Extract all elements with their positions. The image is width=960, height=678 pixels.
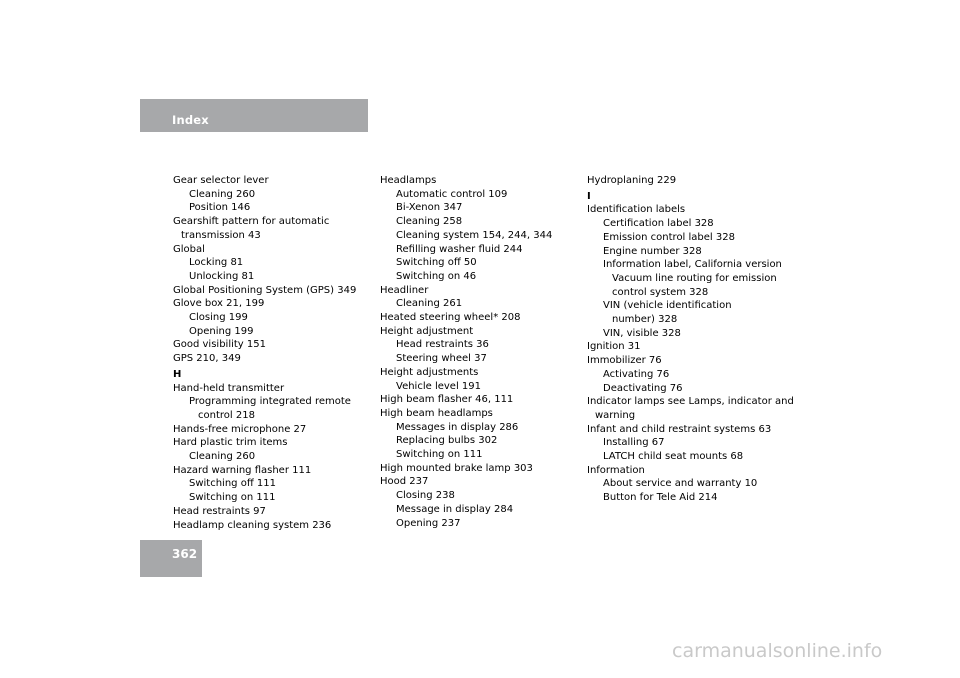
index-entry: Infant and child restraint systems 63	[587, 423, 772, 435]
index-subentry: Refilling washer fluid 244	[396, 243, 523, 255]
index-subentry: warning	[595, 409, 636, 421]
index-entry: Headliner	[380, 284, 429, 296]
index-entry: High mounted brake lamp 303	[380, 462, 533, 474]
index-entry: Gear selector lever	[173, 175, 269, 186]
index-subentry: Information label, California version	[603, 259, 782, 271]
index-subentry: Cleaning 261	[396, 298, 463, 310]
index-entry: Height adjustment	[380, 325, 474, 337]
index-subentry: Certification label 328	[603, 218, 714, 230]
header-bar	[140, 99, 368, 132]
index-subentry: Opening 199	[189, 325, 254, 337]
index-subentry: Switching on 111	[396, 449, 483, 461]
index-subentry: Opening 237	[396, 517, 461, 529]
index-subentry: Activating 76	[603, 368, 670, 380]
index-subentry: Closing 199	[189, 312, 248, 324]
index-column-1	[173, 174, 383, 532]
index-subentry: control 218	[198, 409, 255, 421]
section-letter: I	[587, 190, 591, 202]
index-subentry: Cleaning system 154, 244, 344	[396, 229, 553, 241]
index-subentry: Switching on 111	[189, 492, 276, 504]
index-entry: Gearshift pattern for automatic	[173, 216, 330, 228]
index-subentry: Closing 238	[396, 490, 455, 502]
index-entry: Immobilizer 76	[587, 355, 662, 367]
index-entry: Global Positioning System (GPS) 349	[173, 284, 357, 296]
index-entry: Hands-free microphone 27	[173, 423, 307, 435]
index-entry: Height adjustments	[380, 366, 479, 378]
index-subentry: Switching off 111	[189, 478, 276, 490]
index-entry: Heated steering wheel* 208	[380, 312, 521, 324]
index-column-2	[380, 174, 590, 530]
index-entry: Indicator lamps see Lamps, indicator and	[587, 396, 794, 408]
index-subentry: Vehicle level 191	[396, 380, 481, 392]
index-entry: High beam flasher 46, 111	[380, 394, 514, 406]
index-entry: Global	[173, 243, 205, 255]
index-entry: Identification labels	[587, 204, 686, 216]
index-subentry: Message in display 284	[396, 503, 514, 515]
index-subentry: VIN, visible 328	[603, 327, 681, 339]
index-subentry: Cleaning 258	[396, 216, 463, 228]
index-entry: Headlamp cleaning system 236	[173, 519, 332, 531]
index-subentry: Emission control label 328	[603, 231, 735, 243]
index-entry: Information	[587, 464, 645, 476]
index-subentry: Locking 81	[189, 257, 244, 269]
index-entry: High beam headlamps	[380, 407, 493, 419]
index-subentry: Vacuum line routing for emission	[612, 272, 777, 284]
index-entry: Headlamps	[380, 175, 437, 186]
index-subentry: Bi-Xenon 347	[396, 202, 463, 214]
index-entry: Hydroplaning 229	[587, 175, 677, 186]
index-entry: Hazard warning flasher 111	[173, 464, 312, 476]
index-subentry: Switching off 50	[396, 257, 477, 269]
index-subentry: About service and warranty 10	[603, 478, 758, 490]
index-subentry: transmission 43	[181, 229, 261, 241]
index-entry: Hand-held transmitter	[173, 382, 285, 394]
index-subentry: VIN (vehicle identification	[603, 300, 732, 312]
index-subentry: Steering wheel 37	[396, 353, 487, 365]
index-subentry: Replacing bulbs 302	[396, 435, 498, 447]
index-entry: Hood 237	[380, 476, 429, 488]
index-entry: Glove box 21, 199	[173, 298, 265, 310]
index-subentry: Button for Tele Aid 214	[603, 492, 718, 504]
index-subentry: number) 328	[612, 314, 678, 326]
index-subentry: Unlocking 81	[189, 270, 255, 282]
page-title: Index	[172, 113, 209, 127]
index-subentry: LATCH child seat mounts 68	[603, 451, 744, 463]
index-entry: Head restraints 97	[173, 505, 266, 517]
index-subentry: Messages in display 286	[396, 421, 519, 433]
index-subentry: Programming integrated remote	[189, 396, 351, 408]
index-subentry: Automatic control 109	[396, 188, 508, 200]
index-subentry: Head restraints 36	[396, 339, 489, 351]
index-entry: Ignition 31	[587, 341, 641, 353]
index-subentry: Cleaning 260	[189, 451, 256, 463]
index-entry: Good visibility 151	[173, 339, 266, 351]
index-subentry: Switching on 46	[396, 270, 477, 282]
index-subentry: Position 146	[189, 202, 251, 214]
index-entry: Hard plastic trim items	[173, 437, 288, 449]
index-subentry: Engine number 328	[603, 245, 702, 257]
index-subentry: Cleaning 260	[189, 188, 256, 200]
index-subentry: control system 328	[612, 286, 709, 298]
index-column-3	[587, 174, 797, 505]
index-subentry: Deactivating 76	[603, 382, 683, 394]
watermark: carmanualsonline.info	[672, 640, 883, 662]
index-entry: GPS 210, 349	[173, 353, 241, 365]
page-number-box	[140, 540, 202, 577]
section-letter: H	[173, 368, 182, 380]
page-number: 362	[172, 547, 198, 561]
index-subentry: Installing 67	[603, 437, 665, 449]
